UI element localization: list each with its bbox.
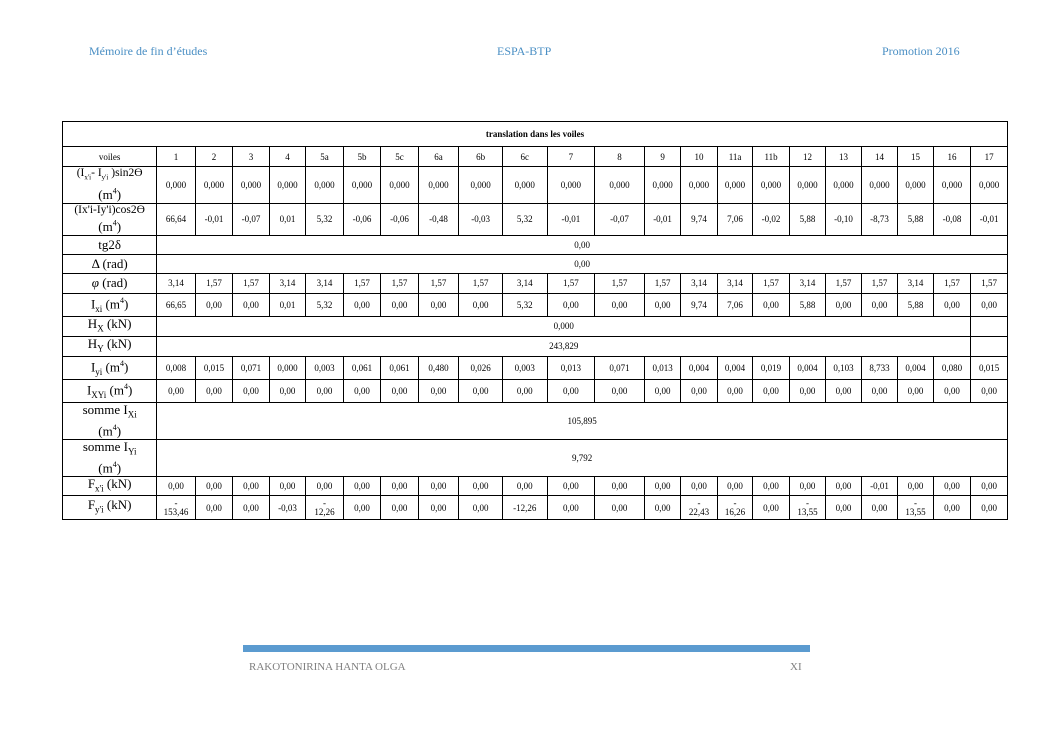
footer-author: RAKOTONIRINA HANTA OLGA (249, 661, 406, 673)
table-cell: 0,003 (502, 356, 547, 379)
row-label: $H_Y$ (kN) (63, 336, 157, 356)
table-cell: -0,01 (971, 203, 1008, 235)
table-cell: 0,00 (233, 379, 269, 402)
table-cell: 0,00 (861, 496, 897, 520)
table-cell: 0,01 (269, 293, 305, 316)
column-header: 16 (933, 147, 971, 167)
table-cell: - 22,43 (681, 496, 717, 520)
table-cell: 0,00 (306, 379, 344, 402)
table-cell: 0,000 (547, 167, 595, 204)
table-cell: 0,000 (717, 167, 752, 204)
table-cell: 0,00 (418, 379, 459, 402)
table-cell: 0,000 (933, 167, 971, 204)
table-cell: 0,000 (418, 167, 459, 204)
table-cell: 0,00 (233, 476, 269, 496)
table-cell: 0,00 (971, 293, 1008, 316)
table-cell: 3,14 (306, 273, 344, 293)
table-row (63, 293, 1008, 316)
table-row (63, 402, 1008, 439)
table-cell: 7,06 (717, 203, 752, 235)
table-cell: 0,00 (233, 293, 269, 316)
column-header: 6a (418, 147, 459, 167)
table-cell: 0,00 (753, 476, 789, 496)
table-cell: 0,00 (861, 293, 897, 316)
empty-cell (971, 336, 1008, 356)
table-cell: 0,00 (157, 476, 196, 496)
table-cell: 0,01 (269, 203, 305, 235)
table-cell: -0,03 (459, 203, 503, 235)
table-cell: 0,00 (195, 476, 233, 496)
table-cell: 0,000 (343, 167, 381, 204)
table-cell: 1,57 (826, 273, 861, 293)
table-cell: 0,000 (381, 167, 419, 204)
table-cell: 0,000 (971, 167, 1008, 204)
table-cell: 0,00 (547, 293, 595, 316)
table-cell: -0,10 (826, 203, 861, 235)
row-label: $H_X$ (kN) (63, 316, 157, 336)
empty-cell (971, 316, 1008, 336)
table-cell: 0,00 (644, 476, 680, 496)
table-cell: 5,32 (502, 293, 547, 316)
header-promotion: Promotion 2016 (882, 44, 960, 58)
table-cell: 0,00 (644, 293, 680, 316)
table-cell: 1,57 (418, 273, 459, 293)
table-cell: 0,008 (157, 356, 196, 379)
table-cell: 0,004 (681, 356, 717, 379)
column-header: 12 (789, 147, 825, 167)
column-header: 3 (233, 147, 269, 167)
table-cell: 0,061 (381, 356, 419, 379)
table-cell: 66,65 (157, 293, 196, 316)
table-cell: 0,00 (306, 476, 344, 496)
table-cell: 0,00 (971, 496, 1008, 520)
table-cell: 0,004 (898, 356, 933, 379)
table-cell: -0,02 (753, 203, 789, 235)
row-label: $I_{yi}$ $(m^4)$ (63, 356, 157, 379)
table-cell: 0,003 (306, 356, 344, 379)
table-cell: 0,00 (826, 496, 861, 520)
table-cell: 1,57 (233, 273, 269, 293)
table-cell: 0,00 (826, 476, 861, 496)
table-cell: 1,57 (861, 273, 897, 293)
table-row (63, 336, 1008, 356)
table-cell: 0,00 (269, 476, 305, 496)
table-cell: 0,00 (644, 496, 680, 520)
table-cell: 0,000 (681, 167, 717, 204)
table-cell: 0,00 (195, 293, 233, 316)
table-cell: 0,00 (717, 379, 752, 402)
table-row (63, 439, 1008, 476)
header-voiles: voiles (63, 147, 157, 167)
table-cell: 0,00 (595, 379, 645, 402)
table-cell: 0,00 (502, 476, 547, 496)
column-header: 6b (459, 147, 503, 167)
table-cell: 1,57 (459, 273, 503, 293)
table-cell: 1,57 (195, 273, 233, 293)
table-cell: 0,00 (418, 293, 459, 316)
merged-value: 0,000 (157, 316, 971, 336)
table-cell: 1,57 (644, 273, 680, 293)
table-cell: 0,00 (644, 379, 680, 402)
table-cell: 1,57 (381, 273, 419, 293)
row-label: $I_{XYi}$ $(m^4)$ (63, 379, 157, 402)
table-cell: 0,000 (595, 167, 645, 204)
table-cell: 0,00 (753, 293, 789, 316)
column-header: 14 (861, 147, 897, 167)
table-cell: 0,00 (933, 476, 971, 496)
table-cell: 0,00 (381, 476, 419, 496)
row-label: Δ (rad) (63, 254, 157, 273)
row-label: $F_{x'i}$ (kN) (63, 476, 157, 496)
table-cell: 0,00 (933, 293, 971, 316)
table-cell: 0,015 (971, 356, 1008, 379)
table-cell: 0,00 (789, 476, 825, 496)
table-cell: 0,00 (547, 379, 595, 402)
table-cell: 0,000 (459, 167, 503, 204)
table-cell: 0,00 (381, 496, 419, 520)
table-cell: 0,00 (717, 476, 752, 496)
table-cell: 0,00 (418, 476, 459, 496)
table-cell: 0,000 (861, 167, 897, 204)
table-cell: 0,004 (717, 356, 752, 379)
table-cell: -8,73 (861, 203, 897, 235)
table-cell: 5,32 (306, 203, 344, 235)
column-header: 10 (681, 147, 717, 167)
table-cell: 3,14 (717, 273, 752, 293)
table-cell: -0,01 (195, 203, 233, 235)
table-cell: 0,004 (789, 356, 825, 379)
table-cell: 0,000 (269, 167, 305, 204)
table-cell: 66,64 (157, 203, 196, 235)
table-cell: -0,06 (381, 203, 419, 235)
column-header: 5b (343, 147, 381, 167)
table-cell: 0,00 (971, 476, 1008, 496)
table-cell: 0,00 (971, 379, 1008, 402)
column-header: 8 (595, 147, 645, 167)
table-cell: 0,00 (459, 379, 503, 402)
footer-page-number: XI (790, 661, 802, 673)
merged-value: 105,895 (157, 402, 1008, 439)
table-cell: 0,00 (898, 379, 933, 402)
table-cell: 0,00 (933, 496, 971, 520)
row-label: ($I_{x'i}-$ $I_{y'i}$ )sin2ϴ $(m^4)$ (63, 167, 157, 204)
table-cell: - 153,46 (157, 496, 196, 520)
table-cell: 3,14 (898, 273, 933, 293)
table-cell: 0,00 (753, 496, 789, 520)
table-cell: 0,00 (826, 293, 861, 316)
merged-value: 9,792 (157, 439, 1008, 476)
column-header: 17 (971, 147, 1008, 167)
table-cell: -0,08 (933, 203, 971, 235)
table-cell: 0,019 (753, 356, 789, 379)
table-row (63, 316, 1008, 336)
table-row (63, 356, 1008, 379)
table-cell: 0,00 (343, 496, 381, 520)
header-memoire: Mémoire de fin d’études (89, 44, 208, 58)
column-header: 2 (195, 147, 233, 167)
column-header: 15 (898, 147, 933, 167)
table-cell: 0,000 (753, 167, 789, 204)
table-cell: 1,57 (547, 273, 595, 293)
table-cell: 0,480 (418, 356, 459, 379)
table-row (63, 203, 1008, 235)
row-label: $F_{y'i}$ (kN) (63, 496, 157, 520)
table-row (63, 167, 1008, 204)
table-cell: 0,00 (233, 496, 269, 520)
table-cell: 3,14 (681, 273, 717, 293)
table-cell: 3,14 (789, 273, 825, 293)
table-row (63, 273, 1008, 293)
table-cell: 0,103 (826, 356, 861, 379)
row-label: somme $I_{Yi}$ $(m^4)$ (63, 439, 157, 476)
table-cell: 0,00 (595, 496, 645, 520)
table-cell: 0,00 (195, 379, 233, 402)
table-cell: 0,000 (157, 167, 196, 204)
table-cell: -0,06 (343, 203, 381, 235)
table-cell: - 16,26 (717, 496, 752, 520)
table-cell: 9,74 (681, 203, 717, 235)
column-header: 11a (717, 147, 752, 167)
table-cell: 0,026 (459, 356, 503, 379)
table-cell: 1,57 (343, 273, 381, 293)
table-cell: 0,00 (826, 379, 861, 402)
table-cell: 0,061 (343, 356, 381, 379)
table-cell: 0,015 (195, 356, 233, 379)
table-cell: 1,57 (933, 273, 971, 293)
table-cell: -0,07 (595, 203, 645, 235)
table-cell: 8,733 (861, 356, 897, 379)
table-cell: 5,88 (898, 293, 933, 316)
footer-bar (243, 645, 810, 652)
table-cell: 0,000 (826, 167, 861, 204)
table-cell: 0,00 (381, 293, 419, 316)
table-cell: 0,00 (502, 379, 547, 402)
table-cell: 3,14 (502, 273, 547, 293)
row-label: (Ix'i-Iy'i)cos2ϴ $(m^4)$ (63, 203, 157, 235)
table-cell: 0,00 (418, 496, 459, 520)
table-cell: 0,000 (502, 167, 547, 204)
table-cell: 0,071 (595, 356, 645, 379)
table-cell: 0,00 (595, 476, 645, 496)
table-cell: 0,00 (753, 379, 789, 402)
merged-value: 243,829 (157, 336, 971, 356)
table-cell: - 13,55 (789, 496, 825, 520)
table-cell: 0,00 (861, 379, 897, 402)
table-cell: 0,080 (933, 356, 971, 379)
row-label: φ (rad) (63, 273, 157, 293)
table-cell: 0,000 (644, 167, 680, 204)
table-row (63, 476, 1008, 496)
table-cell: 0,013 (644, 356, 680, 379)
table-row (63, 235, 1008, 254)
table-cell: 0,00 (195, 496, 233, 520)
table-cell: 0,00 (459, 293, 503, 316)
table-cell: 0,00 (157, 379, 196, 402)
table-cell: 0,000 (195, 167, 233, 204)
column-header: 11b (753, 147, 789, 167)
table-cell: 0,00 (933, 379, 971, 402)
header-school: ESPA-BTP (497, 44, 552, 58)
table-cell: 3,14 (269, 273, 305, 293)
table-cell: 0,000 (233, 167, 269, 204)
column-header: 5c (381, 147, 419, 167)
table-cell: -0,01 (861, 476, 897, 496)
table-cell: 0,00 (343, 476, 381, 496)
table-cell: 5,32 (306, 293, 344, 316)
table-cell: 1,57 (971, 273, 1008, 293)
table-cell: 1,57 (595, 273, 645, 293)
table-cell: 0,000 (269, 356, 305, 379)
table-cell: 0,00 (547, 476, 595, 496)
table-cell: -0,07 (233, 203, 269, 235)
table-cell: 5,88 (789, 203, 825, 235)
column-header: 5a (306, 147, 344, 167)
column-header: 13 (826, 147, 861, 167)
column-header: 4 (269, 147, 305, 167)
table-cell: 0,00 (381, 379, 419, 402)
table-cell: -0,01 (547, 203, 595, 235)
table-cell: 0,00 (789, 379, 825, 402)
table-cell: 0,00 (681, 476, 717, 496)
table-cell: -0,03 (269, 496, 305, 520)
column-header: 9 (644, 147, 680, 167)
column-header: 1 (157, 147, 196, 167)
table-cell: -12,26 (502, 496, 547, 520)
table-row (63, 379, 1008, 402)
table-cell: 3,14 (157, 273, 196, 293)
table-cell: 0,00 (595, 293, 645, 316)
table-cell: 0,013 (547, 356, 595, 379)
table-cell: 0,071 (233, 356, 269, 379)
table-cell: 5,32 (502, 203, 547, 235)
table-cell: -0,48 (418, 203, 459, 235)
merged-value: 0,00 (157, 254, 1008, 273)
table-cell: 0,00 (681, 379, 717, 402)
column-header: 6c (502, 147, 547, 167)
translation-table (62, 121, 1008, 520)
table-title: translation dans les voiles (63, 122, 1008, 147)
table-cell: 7,06 (717, 293, 752, 316)
table-cell: 0,00 (547, 496, 595, 520)
table-cell: 0,000 (306, 167, 344, 204)
table-cell: 9,74 (681, 293, 717, 316)
table-cell: 0,00 (269, 379, 305, 402)
table-cell: 0,00 (459, 476, 503, 496)
table-cell: 0,000 (789, 167, 825, 204)
table-cell: 0,00 (343, 379, 381, 402)
merged-value: 0,00 (157, 235, 1008, 254)
table-cell: 5,88 (898, 203, 933, 235)
row-label: $I_{xi}$ $(m^4)$ (63, 293, 157, 316)
table-cell: - 13,55 (898, 496, 933, 520)
table-cell: 0,00 (343, 293, 381, 316)
table-cell: 0,00 (898, 476, 933, 496)
table-row (63, 254, 1008, 273)
row-label: tg2δ (63, 235, 157, 254)
table-cell: 0,00 (459, 496, 503, 520)
table-cell: 5,88 (789, 293, 825, 316)
column-header: 7 (547, 147, 595, 167)
table-cell: -0,01 (644, 203, 680, 235)
table-cell: 1,57 (753, 273, 789, 293)
table-cell: 0,000 (898, 167, 933, 204)
table-cell: - 12,26 (306, 496, 344, 520)
row-label: somme $I_{Xi}$ $(m^4)$ (63, 402, 157, 439)
table-row (63, 496, 1008, 520)
